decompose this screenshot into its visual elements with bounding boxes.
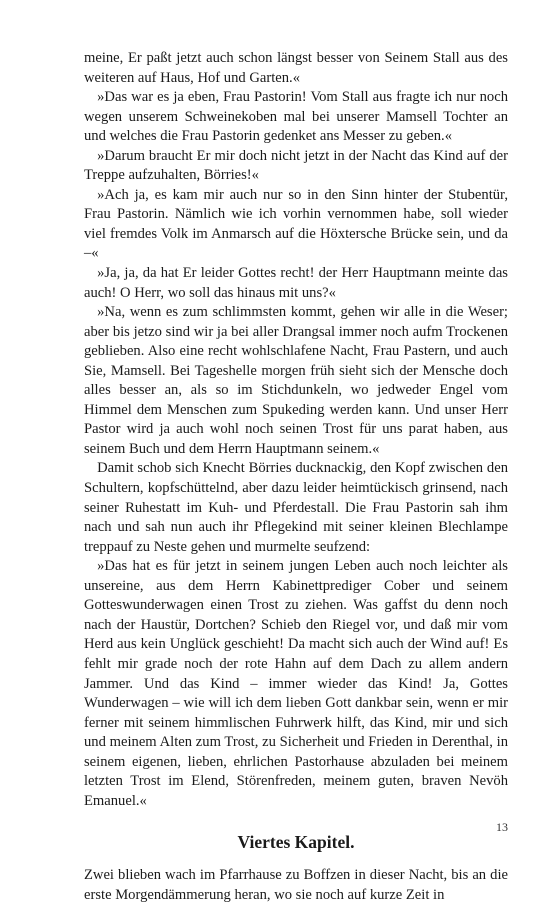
paragraph-1: meine, Er paßt jetzt auch schon längst besser von Seinem Stall aus des weiteren auf Haus, Hof und Garten.« (84, 50, 508, 86)
paragraph-6: »Na, wenn es zum schlimmsten kommt, gehen wir alle in die Weser; aber bis jetzo sind wir ja bei aller Drangsal immer noch aufm Trockenen geblieben. Also eine recht wohlschlafene Nacht, Frau Pastern, und auch Sie, Mamsell. Bei Tageshelle morgen früh sieht sich der Mensche doch alles besser an, als so im Stichdunkeln, wo jedweder Engel vom Himmel dem Menschen zum Spukeding werden kann. Und unser Herr Pastor wird ja auch wohl noch seinen Trost für uns parat haben, aus seinem Buch und dem Herrn Hauptmann seinem.« (84, 304, 508, 457)
paragraph-4: »Ach ja, es kam mir auch nur so in den Sinn hinter der Stubentür, Frau Pastorin. Nämlich wie ich vorhin vernommen habe, soll wieder viel fremdes Volk im Anmarsch auf die Höxtersche Brücke sein, und da –« (84, 186, 508, 262)
page-number: 13 (496, 820, 508, 834)
text-body (84, 49, 508, 905)
paragraph-3: »Darum braucht Er mir doch nicht jetzt in der Nacht das Kind auf der Treppe aufzuhalten, Börries!« (84, 147, 508, 184)
paragraph-2: »Das war es ja eben, Frau Pastorin! Vom Stall aus fragte ich nur noch wegen unserem Schweinekoben mal bei unserer Mamsell Tochter an und welches die Frau Pastorin gedenket ans Messer zu geben.« (84, 89, 508, 145)
paragraph-5: »Ja, ja, da hat Er leider Gottes recht! der Herr Hauptmann meinte das auch! O Herr, wo soll das hinaus mit uns?« (84, 265, 508, 301)
paragraph-8: »Das hat es für jetzt in seinem jungen Leben auch noch leichter als unsereine, aus dem Herrn Kabinettprediger Cober und seinem Gotteswunderwagen einen Trost zu ziehen. Was gaffst du denn noch nach der Haustür, Dortchen? Schieb den Riegel vor, und daß mir vom Herd aus kein Unglück geschieht! Da macht sich auch der Wind auf! Es fehlt mir grade noch der rote Hahn auf dem Dach zu allem andern Jammer. Und das Kind – immer wieder das Kind! Ja, Gottes Wunderwagen – wie will ich dem lieben Gott dankbar sein, wenn er mir ferner mit seinem himmlischen Fuhrwerk hilft, das Kind, mir und sich und meinem Alten zum Trost, zu Sicherheit und Frieden in Derenthal, in seinem eigenen, lieben, ehrlichen Pastorhause abzuladen bei meinem letzten Trost im Elend, Störenfreden, meinem guten, braven Nevöh Emanuel.« (84, 558, 508, 809)
chapter-heading: Viertes Kapitel. (237, 832, 355, 853)
chapter-opening-paragraph: Zwei blieben wach im Pfarrhause zu Boffzen in dieser Nacht, bis an die erste Morgendämmerung heran, wo sie noch auf kurze Zeit in (84, 867, 508, 903)
paragraph-7: Damit schob sich Knecht Börries ducknackig, den Kopf zwischen den Schultern, kopfschüttelnd, aber dazu leider heimtückisch grinsend, nach seiner Ruhestatt im Kuh- und Pferdestall. Die Frau Pastorin sah ihm nach und sah nun auch ihr Pflegekind mit seiner kleinen Blechlampe treppauf zu Neste gehen und murmelte seufzend: (84, 460, 508, 555)
